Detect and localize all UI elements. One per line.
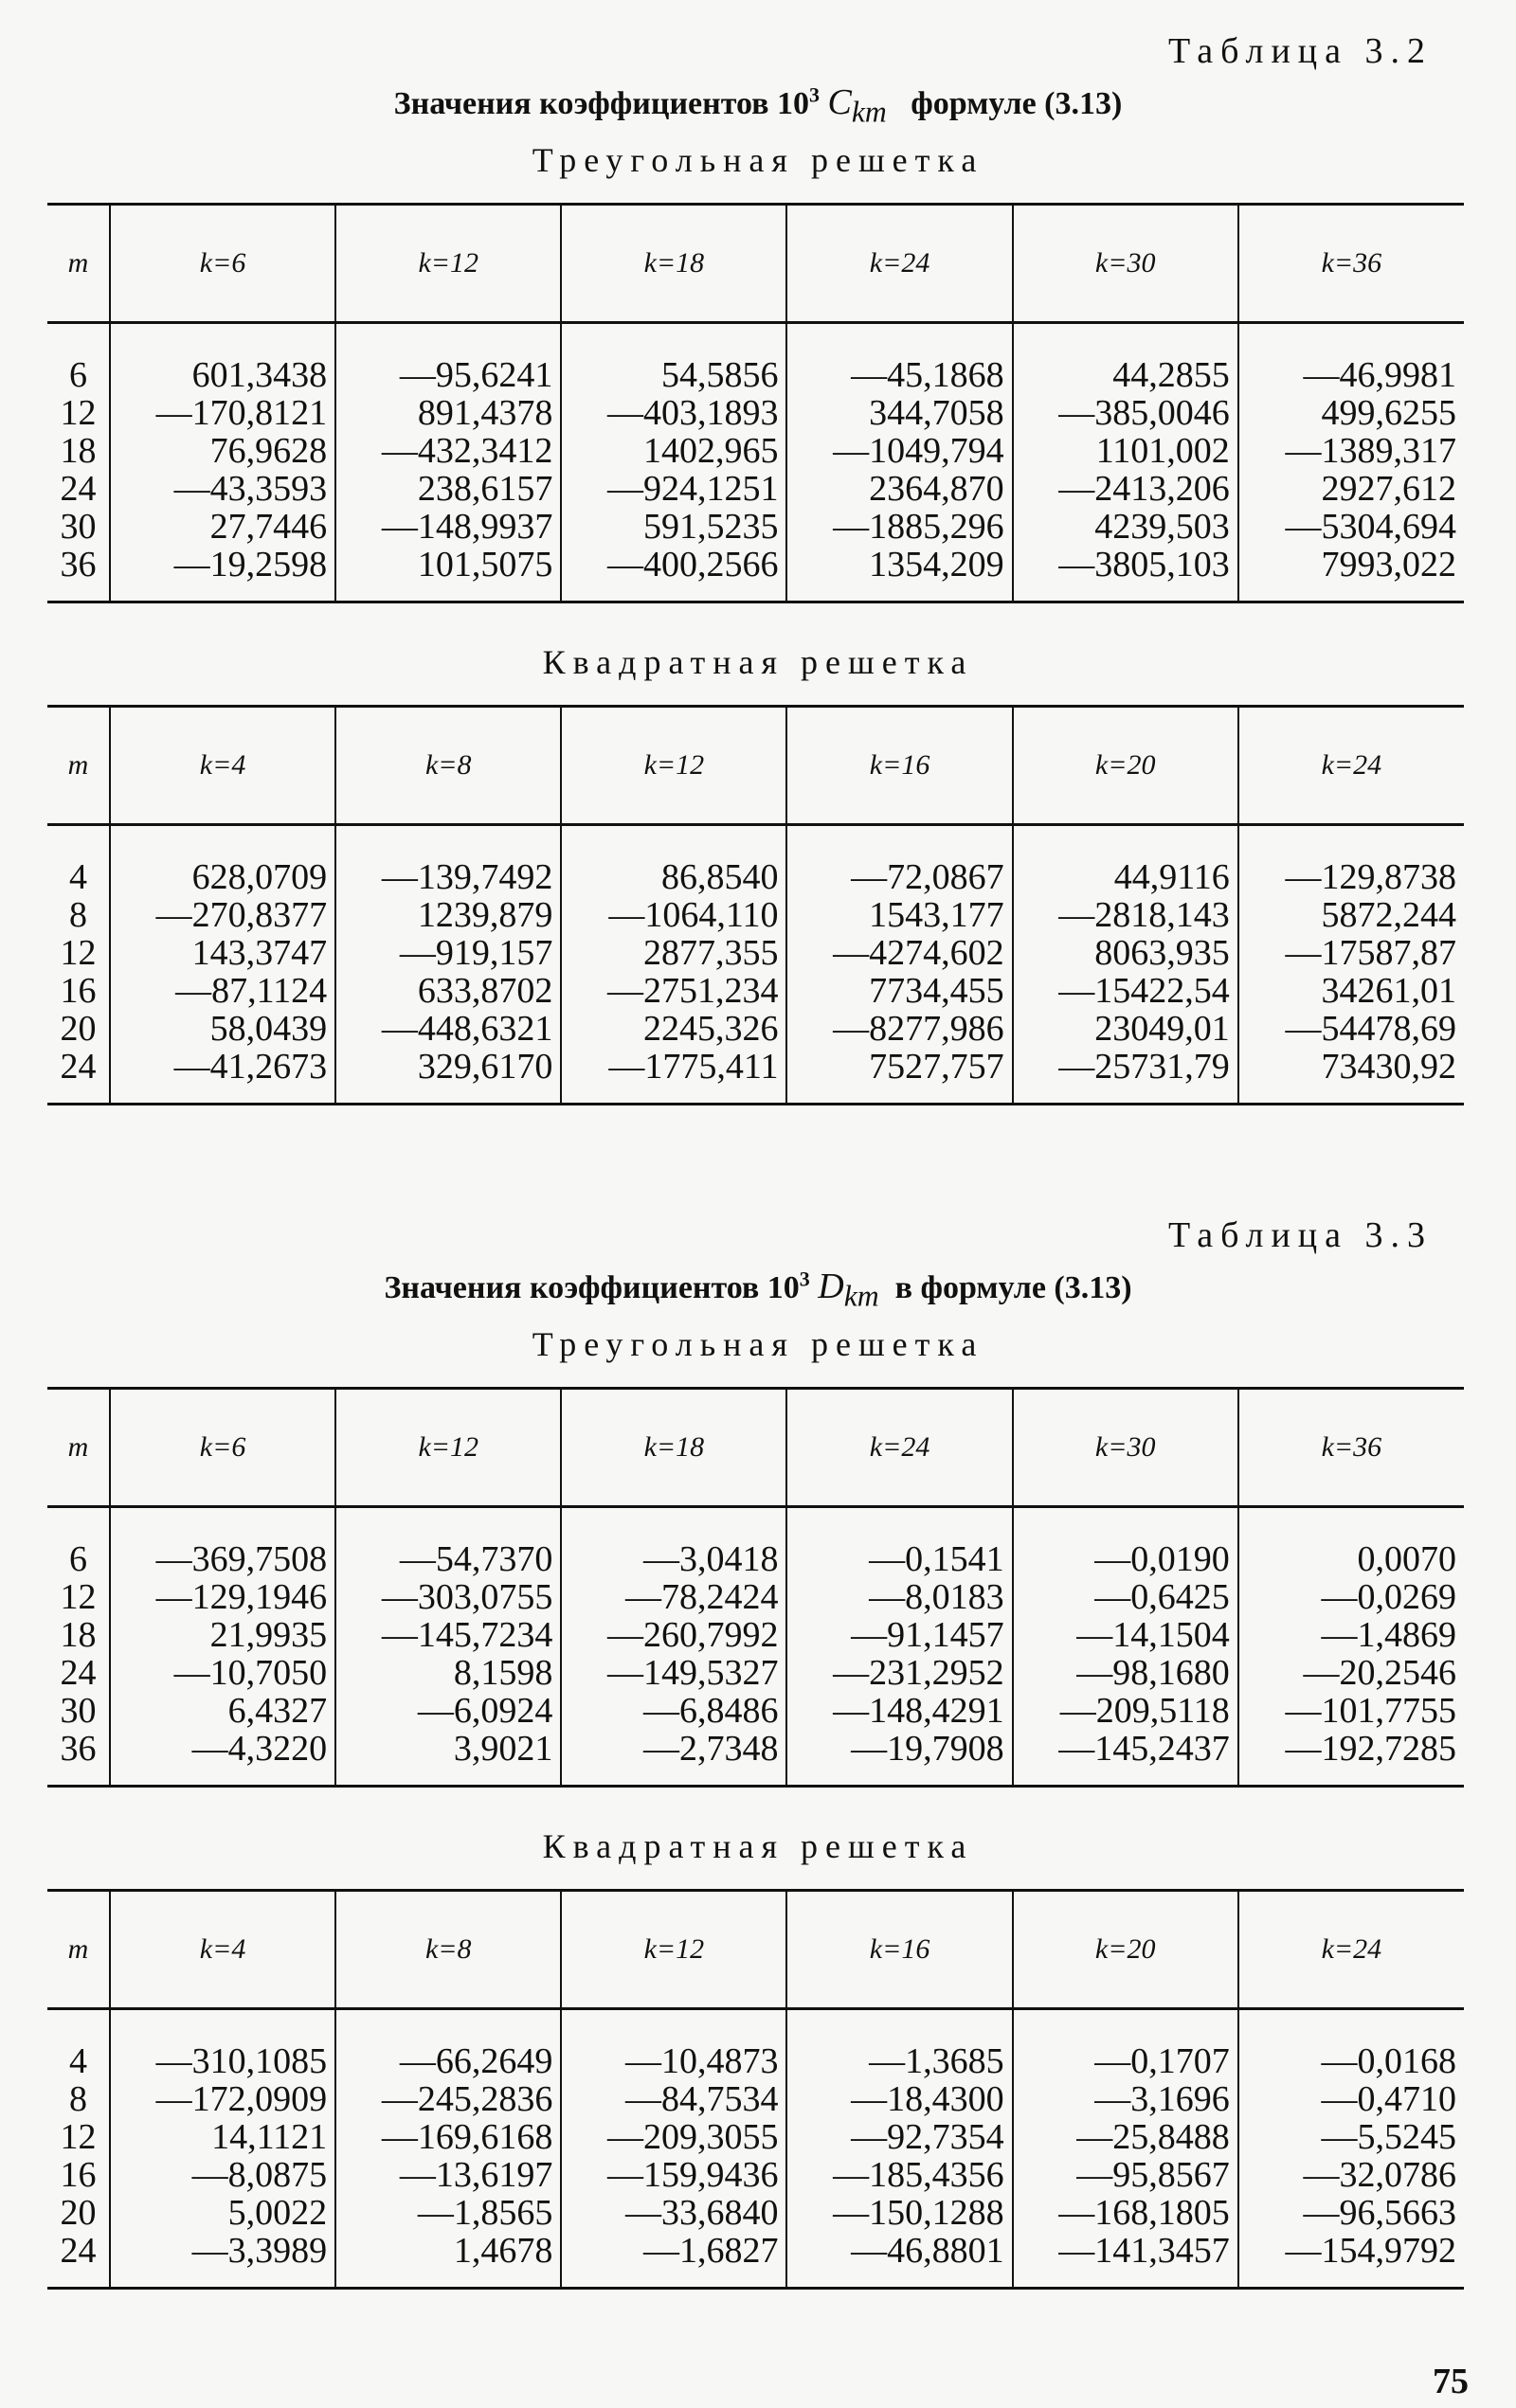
row-m-value: 12 [60, 933, 97, 973]
table-row [47, 1507, 1464, 1579]
table-row [47, 1654, 1464, 1692]
coefficient-cell: —25731,79 [1013, 1048, 1238, 1105]
k-header: k=8 [335, 1891, 561, 2009]
coefficient-cell: —8277,986 [786, 1010, 1012, 1048]
coefficient-cell: 5,0022 [110, 2194, 335, 2232]
coefficient-cell: —245,2836 [335, 2080, 561, 2118]
coefficient-cell: —43,3593 [110, 470, 335, 508]
coefficient-cell: —66,2649 [335, 2009, 561, 2081]
table-row [47, 1010, 1464, 1048]
data-table [47, 1387, 1464, 1788]
coefficient-cell: 499,6255 [1238, 394, 1464, 432]
coefficient-cell: —1,6827 [561, 2232, 786, 2289]
table-row [47, 470, 1464, 508]
coefficient-cell: —170,8121 [110, 394, 335, 432]
coefficient-cell: —95,6241 [335, 323, 561, 395]
coefficient-cell: —432,3412 [335, 432, 561, 470]
coefficient-cell: —101,7755 [1238, 1692, 1464, 1730]
section-title: Квадратная решетка [542, 1827, 974, 1865]
k-header: k=30 [1013, 1389, 1238, 1507]
row-m-value: 24 [60, 469, 97, 509]
coefficient-cell: 0,0070 [1238, 1507, 1464, 1579]
row-m-value: 18 [60, 1615, 97, 1655]
coefficient-cell: —46,9981 [1238, 323, 1464, 395]
coefficient-cell: —448,6321 [335, 1010, 561, 1048]
table-row [47, 1616, 1464, 1654]
page-number: 75 [1433, 2362, 1469, 2401]
coefficient-cell: —1389,317 [1238, 432, 1464, 470]
coefficient-cell: —25,8488 [1013, 2118, 1238, 2156]
coefficient-cell: —54478,69 [1238, 1010, 1464, 1048]
coefficient-cell: —1,4869 [1238, 1616, 1464, 1654]
row-m-value: 24 [60, 1047, 97, 1087]
k-header: k=24 [786, 1389, 1012, 1507]
coefficient-cell: —168,1805 [1013, 2194, 1238, 2232]
k-header: k=6 [110, 205, 335, 323]
table-row [47, 896, 1464, 934]
coefficient-cell: —169,6168 [335, 2118, 561, 2156]
coefficient-cell: 2364,870 [786, 470, 1012, 508]
table-row [47, 2156, 1464, 2194]
coefficient-cell: —17587,87 [1238, 934, 1464, 972]
coefficient-cell: —145,7234 [335, 1616, 561, 1654]
coefficient-cell: —32,0786 [1238, 2156, 1464, 2194]
coefficient-cell: —33,6840 [561, 2194, 786, 2232]
row-m-value: 20 [60, 1009, 97, 1049]
coefficient-cell: —10,7050 [110, 1654, 335, 1692]
coefficient-cell: —145,2437 [1013, 1730, 1238, 1787]
coefficient-cell: —91,1457 [786, 1616, 1012, 1654]
coefficient-cell: —14,1504 [1013, 1616, 1238, 1654]
row-m-value: 12 [60, 2117, 97, 2157]
table-row [47, 2080, 1464, 2118]
coefficient-cell: —148,4291 [786, 1692, 1012, 1730]
coefficient-cell: —0,6425 [1013, 1578, 1238, 1616]
table-caption: Значения коэффициентов $10^3$ $D_{km}$ в формуле (3.13) [384, 1267, 1132, 1313]
coefficient-cell: —403,1893 [561, 394, 786, 432]
row-m-value: 16 [60, 971, 97, 1011]
coefficient-cell: —13,6197 [335, 2156, 561, 2194]
coefficient-cell: —2,7348 [561, 1730, 786, 1787]
coefficient-cell: 143,3747 [110, 934, 335, 972]
row-m-value: 18 [60, 431, 97, 471]
coefficient-cell: —8,0875 [110, 2156, 335, 2194]
coefficient-cell: 891,4378 [335, 394, 561, 432]
coefficient-cell: —369,7508 [110, 1507, 335, 1579]
coefficient-cell: 1101,002 [1013, 432, 1238, 470]
m-header: m [47, 1389, 110, 1507]
coefficient-cell: —129,1946 [110, 1578, 335, 1616]
coefficient-cell: 1543,177 [786, 896, 1012, 934]
row-m-value: 4 [69, 857, 87, 897]
coefficient-cell: —98,1680 [1013, 1654, 1238, 1692]
k-header: k=12 [561, 707, 786, 825]
section-title: Треугольная решетка [532, 1325, 984, 1363]
coefficient-cell: —96,5663 [1238, 2194, 1464, 2232]
coefficient-cell: —54,7370 [335, 1507, 561, 1579]
table-row [47, 1730, 1464, 1787]
coefficient-cell: —20,2546 [1238, 1654, 1464, 1692]
coefficient-cell: —148,9937 [335, 508, 561, 546]
coefficient-cell: —10,4873 [561, 2009, 786, 2081]
coefficient-cell: —924,1251 [561, 470, 786, 508]
table-row [47, 2009, 1464, 2081]
coefficient-cell: 34261,01 [1238, 972, 1464, 1010]
coefficient-cell: 601,3438 [110, 323, 335, 395]
table-row [47, 432, 1464, 470]
coefficient-cell: 7527,757 [786, 1048, 1012, 1105]
coefficient-cell: —150,1288 [786, 2194, 1012, 2232]
coefficient-cell: 238,6157 [335, 470, 561, 508]
row-m-value: 30 [60, 507, 97, 547]
coefficient-cell: —172,0909 [110, 2080, 335, 2118]
k-header: k=18 [561, 205, 786, 323]
coefficient-cell: —41,2673 [110, 1048, 335, 1105]
coefficient-cell: 2927,612 [1238, 470, 1464, 508]
coefficient-cell: —5304,694 [1238, 508, 1464, 546]
coefficient-cell: —72,0867 [786, 825, 1012, 897]
data-table [47, 705, 1464, 1105]
coefficient-cell: 628,0709 [110, 825, 335, 897]
coefficient-cell: —19,7908 [786, 1730, 1012, 1787]
row-m-value: 12 [60, 1577, 97, 1617]
coefficient-cell: —2751,234 [561, 972, 786, 1010]
coefficient-cell: —3,0418 [561, 1507, 786, 1579]
coefficient-cell: 1,4678 [335, 2232, 561, 2289]
table-label: Таблица 3.3 [1167, 1215, 1433, 1255]
coefficient-cell: —45,1868 [786, 323, 1012, 395]
coefficient-cell: 8063,935 [1013, 934, 1238, 972]
row-m-value: 6 [69, 355, 87, 395]
coefficient-cell: —87,1124 [110, 972, 335, 1010]
row-m-value: 8 [69, 2079, 87, 2119]
m-header: m [47, 1891, 110, 2009]
k-header: k=12 [561, 1891, 786, 2009]
table-row [47, 2232, 1464, 2289]
coefficient-cell: 329,6170 [335, 1048, 561, 1105]
table-row [47, 2194, 1464, 2232]
coefficient-cell: —3805,103 [1013, 546, 1238, 602]
coefficient-cell: 2245,326 [561, 1010, 786, 1048]
coefficient-cell: —5,5245 [1238, 2118, 1464, 2156]
k-header: k=24 [1238, 1891, 1464, 2009]
coefficient-cell: —15422,54 [1013, 972, 1238, 1010]
coefficient-cell: —231,2952 [786, 1654, 1012, 1692]
table-row [47, 508, 1464, 546]
coefficient-cell: —1775,411 [561, 1048, 786, 1105]
table-row [47, 546, 1464, 602]
coefficient-cell: —400,2566 [561, 546, 786, 602]
coefficient-cell: —919,157 [335, 934, 561, 972]
coefficient-cell: —0,0190 [1013, 1507, 1238, 1579]
row-m-value: 36 [60, 1729, 97, 1769]
coefficient-cell: —260,7992 [561, 1616, 786, 1654]
coefficient-cell: —0,4710 [1238, 2080, 1464, 2118]
coefficient-cell: 86,8540 [561, 825, 786, 897]
row-m-value: 6 [69, 1539, 87, 1579]
coefficient-cell: —1,8565 [335, 2194, 561, 2232]
coefficient-cell: 14,1121 [110, 2118, 335, 2156]
row-m-value: 12 [60, 393, 97, 433]
coefficient-cell: —2818,143 [1013, 896, 1238, 934]
table-row [47, 934, 1464, 972]
coefficient-cell: —19,2598 [110, 546, 335, 602]
coefficient-cell: 58,0439 [110, 1010, 335, 1048]
table-row [47, 1048, 1464, 1105]
table-row [47, 323, 1464, 395]
m-header: m [47, 205, 110, 323]
section-title: Квадратная решетка [542, 643, 974, 681]
data-table [47, 1889, 1464, 2290]
table-caption: Значения коэффициентов $10^3$ $C_{km}$ формуле (3.13) [393, 82, 1123, 129]
coefficient-cell: —0,1707 [1013, 2009, 1238, 2081]
k-header: k=18 [561, 1389, 786, 1507]
coefficient-cell: —46,8801 [786, 2232, 1012, 2289]
coefficient-cell: —159,9436 [561, 2156, 786, 2194]
coefficient-cell: —18,4300 [786, 2080, 1012, 2118]
coefficient-cell: 54,5856 [561, 323, 786, 395]
coefficient-cell: —209,3055 [561, 2118, 786, 2156]
k-header: k=4 [110, 707, 335, 825]
row-m-value: 20 [60, 2193, 97, 2233]
coefficient-cell: 7734,455 [786, 972, 1012, 1010]
coefficient-cell: —149,5327 [561, 1654, 786, 1692]
row-m-value: 24 [60, 1653, 97, 1693]
coefficient-cell: —0,1541 [786, 1507, 1012, 1579]
k-header: k=30 [1013, 205, 1238, 323]
coefficient-cell: 23049,01 [1013, 1010, 1238, 1048]
table-label: Таблица 3.2 [1167, 31, 1433, 71]
coefficient-cell: 7993,022 [1238, 546, 1464, 602]
coefficient-cell: —139,7492 [335, 825, 561, 897]
k-header: k=24 [786, 205, 1012, 323]
coefficient-cell: —270,8377 [110, 896, 335, 934]
coefficient-cell: 3,9021 [335, 1730, 561, 1787]
coefficient-cell: —0,0269 [1238, 1578, 1464, 1616]
coefficient-cell: 1402,965 [561, 432, 786, 470]
coefficient-cell: —95,8567 [1013, 2156, 1238, 2194]
coefficient-cell: —4,3220 [110, 1730, 335, 1787]
k-header: k=12 [335, 1389, 561, 1507]
k-header: k=24 [1238, 707, 1464, 825]
row-m-value: 16 [60, 2155, 97, 2195]
coefficient-cell: —303,0755 [335, 1578, 561, 1616]
k-header: k=36 [1238, 1389, 1464, 1507]
k-header: k=20 [1013, 707, 1238, 825]
k-header: k=4 [110, 1891, 335, 2009]
coefficient-cell: —141,3457 [1013, 2232, 1238, 2289]
coefficient-cell: —3,3989 [110, 2232, 335, 2289]
k-header: k=16 [786, 707, 1012, 825]
data-table [47, 203, 1464, 603]
coefficient-cell: —154,9792 [1238, 2232, 1464, 2289]
table-row [47, 825, 1464, 897]
coefficient-cell: —0,0168 [1238, 2009, 1464, 2081]
k-header: k=6 [110, 1389, 335, 1507]
coefficient-cell: 27,7446 [110, 508, 335, 546]
table-row [47, 972, 1464, 1010]
k-header: k=20 [1013, 1891, 1238, 2009]
coefficient-cell: —78,2424 [561, 1578, 786, 1616]
coefficient-cell: 44,9116 [1013, 825, 1238, 897]
coefficient-cell: —3,1696 [1013, 2080, 1238, 2118]
coefficient-cell: 633,8702 [335, 972, 561, 1010]
coefficient-cell: 344,7058 [786, 394, 1012, 432]
coefficient-cell: —6,0924 [335, 1692, 561, 1730]
coefficient-cell: 2877,355 [561, 934, 786, 972]
m-header: m [47, 707, 110, 825]
k-header: k=8 [335, 707, 561, 825]
table-row [47, 1692, 1464, 1730]
coefficient-cell: —8,0183 [786, 1578, 1012, 1616]
k-header: k=16 [786, 1891, 1012, 2009]
coefficient-cell: 73430,92 [1238, 1048, 1464, 1105]
coefficient-cell: —185,4356 [786, 2156, 1012, 2194]
coefficient-cell: 591,5235 [561, 508, 786, 546]
coefficient-cell: —84,7534 [561, 2080, 786, 2118]
row-m-value: 8 [69, 895, 87, 935]
table-row [47, 1578, 1464, 1616]
coefficient-cell: 8,1598 [335, 1654, 561, 1692]
k-header: k=36 [1238, 205, 1464, 323]
coefficient-cell: 6,4327 [110, 1692, 335, 1730]
coefficient-cell: —1885,296 [786, 508, 1012, 546]
coefficient-cell: —129,8738 [1238, 825, 1464, 897]
coefficient-cell: 1239,879 [335, 896, 561, 934]
coefficient-cell: —1049,794 [786, 432, 1012, 470]
table-row [47, 394, 1464, 432]
row-m-value: 36 [60, 545, 97, 584]
row-m-value: 4 [69, 2041, 87, 2081]
coefficient-cell: 4239,503 [1013, 508, 1238, 546]
coefficient-cell: 21,9935 [110, 1616, 335, 1654]
k-header: k=12 [335, 205, 561, 323]
coefficient-cell: 101,5075 [335, 546, 561, 602]
coefficient-cell: —310,1085 [110, 2009, 335, 2081]
coefficient-cell: —6,8486 [561, 1692, 786, 1730]
coefficient-cell: 1354,209 [786, 546, 1012, 602]
coefficient-cell: —192,7285 [1238, 1730, 1464, 1787]
coefficient-cell: —2413,206 [1013, 470, 1238, 508]
coefficient-cell: —1064,110 [561, 896, 786, 934]
row-m-value: 24 [60, 2231, 97, 2271]
coefficient-cell: 5872,244 [1238, 896, 1464, 934]
coefficient-cell: —385,0046 [1013, 394, 1238, 432]
section-title: Треугольная решетка [532, 141, 984, 179]
coefficient-cell: —92,7354 [786, 2118, 1012, 2156]
table-row [47, 2118, 1464, 2156]
coefficient-cell: 76,9628 [110, 432, 335, 470]
coefficient-cell: —1,3685 [786, 2009, 1012, 2081]
coefficient-cell: —209,5118 [1013, 1692, 1238, 1730]
coefficient-cell: —4274,602 [786, 934, 1012, 972]
row-m-value: 30 [60, 1691, 97, 1731]
coefficient-cell: 44,2855 [1013, 323, 1238, 395]
